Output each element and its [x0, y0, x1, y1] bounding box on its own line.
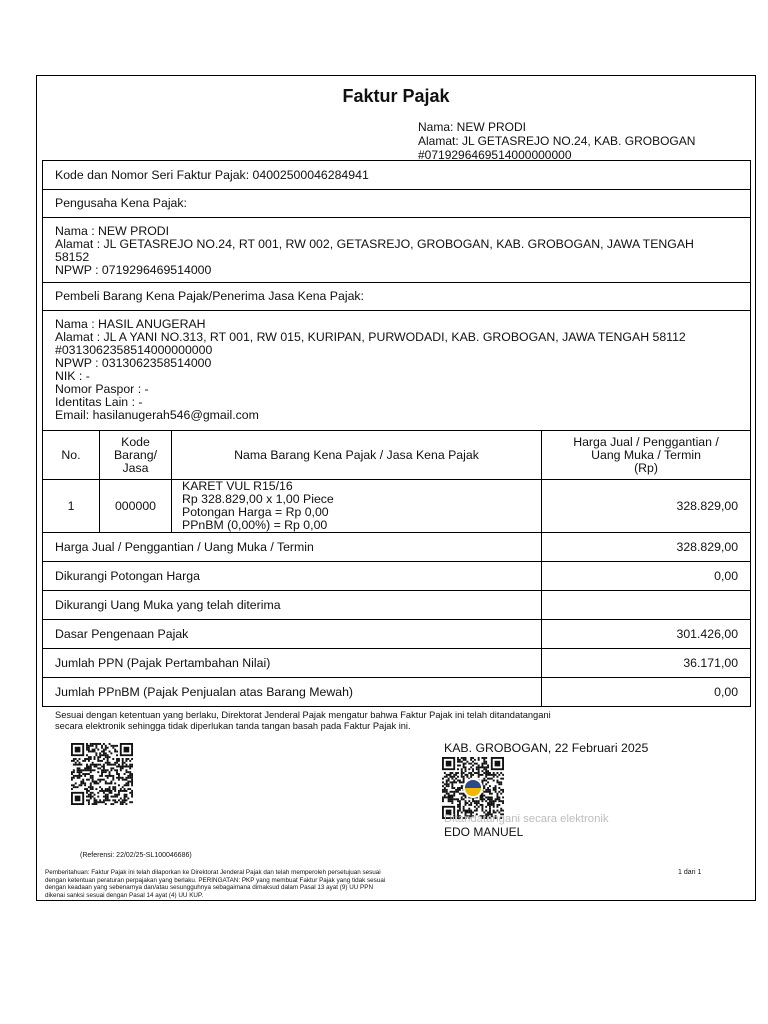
notice-line: dengan ketentuan peraturan perpajakan yang berlaku. PERINGATAN: PKP yang membuat Faktur Pajak yang tidak sesuai: [45, 876, 386, 884]
col-header-harga-line3: (Rp): [634, 460, 658, 475]
col-header-kode-line2: Barang/: [113, 447, 158, 462]
reference-number: (Referensi: 22/02/25-SL100046686): [80, 852, 192, 859]
total-label: Harga Jual / Penggantian / Uang Muka / Termin: [43, 533, 542, 562]
total-value: 301.426,00: [542, 620, 751, 649]
total-value: [542, 591, 751, 620]
total-value: 0,00: [542, 562, 751, 591]
legal-notice: [45, 869, 465, 899]
pembeli-nik: NIK : -: [55, 369, 90, 383]
total-label: Jumlah PPnBM (Pajak Penjualan atas Barang Mewah): [43, 678, 542, 707]
notice-line: dengan keadaan yang sebenarnya dan/atau sesungguhnya sebagaimana dimaksud dalam Pasal 13 ayat (9) UU PPN: [45, 884, 374, 892]
pengusaha-npwp: NPWP : 0719296469514000: [55, 263, 212, 277]
pengusaha-heading-row: [43, 190, 751, 218]
total-row-dpp: [43, 620, 751, 649]
pembeli-identitas: Identitas Lain : -: [55, 395, 143, 409]
signer-name: EDO MANUEL: [444, 825, 524, 839]
pembeli-alamat: Alamat : JL A YANI NO.313, RT 001, RW 015, KURIPAN, PURWODADI, KAB. GROBOGAN, JAWA TENGAH 58112: [55, 330, 686, 344]
invoice-page: [36, 75, 756, 901]
total-row-harga-jual: [43, 533, 751, 562]
total-value: 0,00: [542, 678, 751, 707]
pengusaha-details: [43, 218, 751, 283]
qr-code-graphic: [71, 743, 133, 805]
item-harga: 328.829,00: [542, 480, 751, 533]
pembeli-heading: Pembeli Barang Kena Pajak/Penerima Jasa Kena Pajak:: [43, 283, 751, 311]
faktur-serial: Kode dan Nomor Seri Faktur Pajak: 04002500046284941: [43, 161, 751, 190]
seller-header-nitku: #0719296469514000000000: [418, 148, 572, 162]
qr-signature-graphic: [442, 757, 504, 819]
invoice-table: [42, 160, 751, 707]
item-kode: 000000: [100, 480, 172, 533]
qr-code-icon: [71, 743, 133, 805]
col-header-harga-line1: Harga Jual / Penggantian /: [573, 434, 719, 449]
statement-line: secara elektronik sehingga tidak diperlukan tanda tangan basah pada Faktur Pajak ini.: [55, 721, 411, 731]
pengusaha-nama: Nama : NEW PRODI: [55, 224, 170, 238]
col-header-kode-line1: Kode: [121, 434, 150, 449]
signature-place-date: KAB. GROBOGAN, 22 Februari 2025: [444, 741, 649, 755]
total-value: 36.171,00: [542, 649, 751, 678]
item-ppnbm: PPnBM (0,00%) = Rp 0,00: [182, 518, 328, 532]
item-no: 1: [43, 480, 100, 533]
col-header-kode: [100, 431, 172, 480]
pembeli-email: Email: hasilanugerah546@gmail.com: [55, 408, 259, 422]
col-header-nama: Nama Barang Kena Pajak / Jasa Kena Pajak: [172, 431, 542, 480]
page-number: 1 dari 1: [678, 869, 702, 876]
qr-signature-icon: [442, 757, 504, 819]
col-header-kode-line3: Jasa: [122, 460, 149, 475]
pengusaha-details-row: [43, 218, 751, 283]
seller-header-block: [418, 120, 695, 162]
electronic-signature-statement: [55, 710, 635, 732]
statement-line: Sesuai dengan ketentuan yang berlaku, Direktorat Jenderal Pajak mengatur bahwa Faktur Pajak ini telah ditandatangani: [55, 710, 551, 720]
col-header-harga: [542, 431, 751, 480]
item-description: [172, 480, 542, 533]
signed-electronically-note: Ditandatangani secara elektronik: [444, 813, 609, 825]
pengusaha-heading: Pengusaha Kena Pajak:: [43, 190, 751, 218]
notice-line: dikenai sanksi sesuai dengan Pasal 14 ayat (4) UU KUP.: [45, 891, 204, 899]
item-discount: Potongan Harga = Rp 0,00: [182, 505, 329, 519]
item-name: KARET VUL R15/16: [182, 479, 293, 493]
faktur-serial-row: [43, 161, 751, 190]
seller-header-name: Nama: NEW PRODI: [418, 120, 527, 134]
pembeli-heading-row: [43, 283, 751, 311]
pembeli-paspor: Nomor Paspor : -: [55, 382, 149, 396]
pembeli-npwp: NPWP : 0313062358514000: [55, 356, 212, 370]
col-header-harga-line2: Uang Muka / Termin: [591, 447, 701, 462]
total-label: Dasar Pengenaan Pajak: [43, 620, 542, 649]
seller-header-address: Alamat: JL GETASREJO NO.24, KAB. GROBOGAN: [418, 134, 696, 148]
total-label: Jumlah PPN (Pajak Pertambahan Nilai): [43, 649, 542, 678]
total-value: 328.829,00: [542, 533, 751, 562]
total-row-potongan: [43, 562, 751, 591]
item-qty-price: Rp 328.829,00 x 1,00 Piece: [182, 492, 334, 506]
total-row-ppn: [43, 649, 751, 678]
pengusaha-alamat: Alamat : JL GETASREJO NO.24, RT 001, RW 002, GETASREJO, GROBOGAN, KAB. GROBOGAN, JAWA TENGAH: [55, 237, 694, 251]
total-label: Dikurangi Uang Muka yang telah diterima: [43, 591, 542, 620]
pembeli-nama: Nama : HASIL ANUGERAH: [55, 317, 206, 331]
document-title: Faktur Pajak: [342, 86, 450, 106]
item-table-header-row: [43, 431, 751, 480]
total-row-ppnbm: [43, 678, 751, 707]
pembeli-details: [43, 311, 751, 431]
pembeli-details-row: [43, 311, 751, 431]
col-header-no: No.: [43, 431, 100, 480]
table-row: [43, 480, 751, 533]
pembeli-nitku: #0313062358514000000000: [55, 343, 213, 357]
notice-line: Pemberitahuan: Faktur Pajak ini telah dilaporkan ke Direktorat Jenderal Pajak dan telah memperoleh persetujuan sesuai: [45, 869, 381, 876]
total-label: Dikurangi Potongan Harga: [43, 562, 542, 591]
pengusaha-alamat-cont: 58152: [55, 250, 90, 264]
total-row-uang-muka: [43, 591, 751, 620]
